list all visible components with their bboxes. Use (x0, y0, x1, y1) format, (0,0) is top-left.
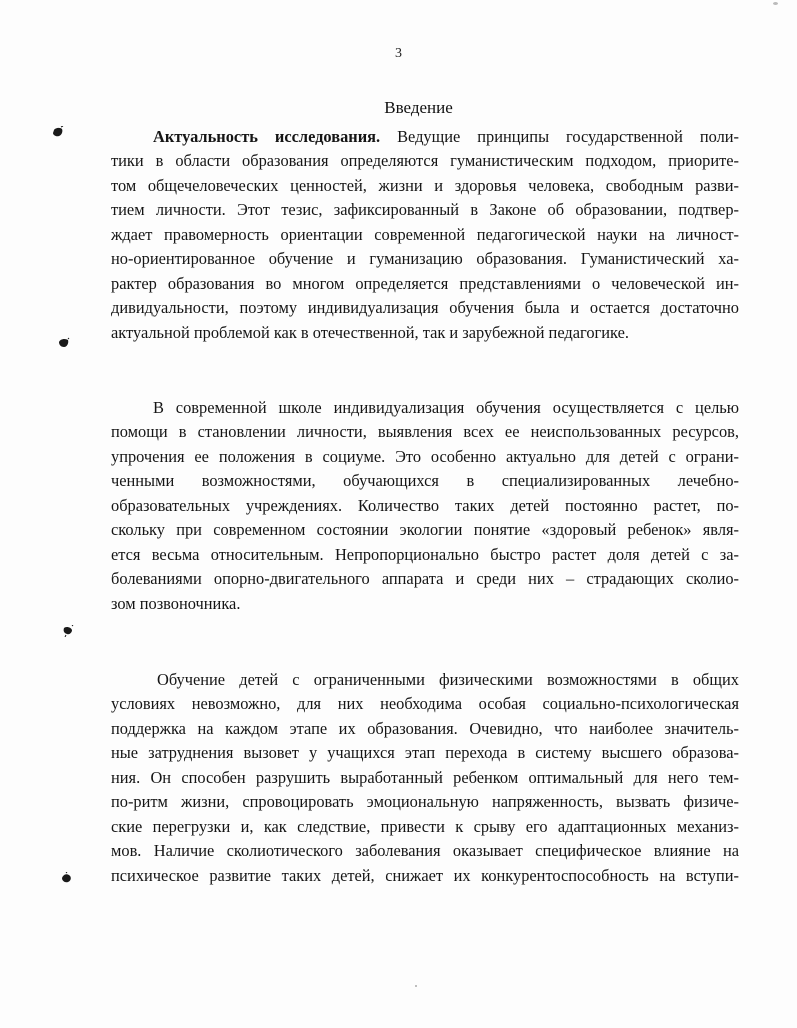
paragraph-line: психическое развитие таких детей, снижает их конкурентоспособность на вступи- (111, 865, 739, 885)
paragraph-line: дивидуальности, поэтому индивидуализация обучения была и остается достаточно (111, 298, 739, 318)
paragraph-line: зом позвоночника. (111, 593, 241, 613)
scan-speck (415, 985, 417, 987)
paragraph-line: ния. Он способен разрушить выработанный ребенком оптимальный для него тем- (111, 767, 739, 787)
paragraph-line: поддержка на каждом этапе их образования. Очевидно, что наиболее значитель- (111, 718, 739, 738)
paragraph-line: ждает правомерность ориентации современной педагогической науки на личност- (111, 224, 739, 244)
page-heading: Введение (384, 98, 453, 117)
paragraph-line: ется весьма относительным. Непропорционально быстро растет доля детей с за- (111, 544, 739, 564)
paragraph-line: В современной школе индивидуализация обучения осуществляется с целью (153, 398, 739, 417)
paragraph-line: болеваниями опорно-двигательного аппарата и среди них – страдающих сколио- (111, 569, 739, 589)
paragraph-line: ские перегрузки и, как следствие, привести к срыву его адаптационных механиз- (111, 816, 739, 836)
binder-hole-mark-icon (52, 126, 64, 138)
paragraph-line (111, 125, 739, 149)
paragraph-line: тием личности. Этот тезис, зафиксированный в Законе об образовании, подтвер- (111, 200, 739, 220)
paragraph-3 (111, 668, 739, 888)
paragraph-line: ные затруднения вызовет у учащихся этап перехода в систему высшего образова- (111, 743, 739, 763)
scan-speck (773, 2, 778, 5)
paragraph-line: том общечеловеческих ценностей, жизни и здоровья человека, свободным разви- (111, 175, 739, 195)
paragraph-line: скольку при современном состоянии экологии понятие «здоровый ребенок» явля- (111, 520, 739, 540)
paragraph-line: Обучение детей с ограниченными физическими возможностями в общих (157, 670, 739, 689)
lead-phrase: Актуальность исследования. (153, 127, 381, 146)
binder-hole-mark-icon (62, 625, 74, 637)
paragraph-2 (111, 396, 739, 616)
paragraph-line-text: Ведущие принципы государственной поли- (380, 127, 739, 146)
paragraph-line: мов. Наличие сколиотического заболевания оказывает специфическое влияние на (111, 841, 739, 861)
paragraph-line: рактер образования во многом определяется представлениями о человеческой ин- (111, 273, 739, 293)
page-number: 3 (395, 46, 402, 61)
paragraph-line: упрочения ее положения в социуме. Это особенно актуально для детей с ограни- (111, 446, 739, 466)
paragraph-1 (111, 125, 739, 345)
binder-hole-mark-icon (58, 337, 70, 349)
paragraph-line: образовательных учреждениях. Количество таких детей постоянно растет, по- (111, 495, 739, 515)
paragraph-line: актуальной проблемой как в отечественной, так и зарубежной педагогике. (111, 322, 629, 342)
paragraph-line: помощи в становлении личности, выявления всех ее неиспользованных ресурсов, (111, 422, 739, 442)
paragraph-line: условиях невозможно, для них необходима особая социально-психологическая (111, 694, 739, 714)
paragraph-line: тики в области образования определяются гуманистическим подходом, приорите- (111, 151, 739, 171)
paragraph-line: ченными возможностями, обучающихся в специализированных лечебно- (111, 471, 739, 491)
paragraph-line: по-ритм жизни, спровоцировать эмоциональную напряженность, вызвать физиче- (111, 792, 739, 812)
binder-hole-mark-icon (61, 872, 73, 884)
paragraph-line: но-ориентированное обучение и гуманизацию образования. Гуманистический ха- (111, 249, 739, 269)
